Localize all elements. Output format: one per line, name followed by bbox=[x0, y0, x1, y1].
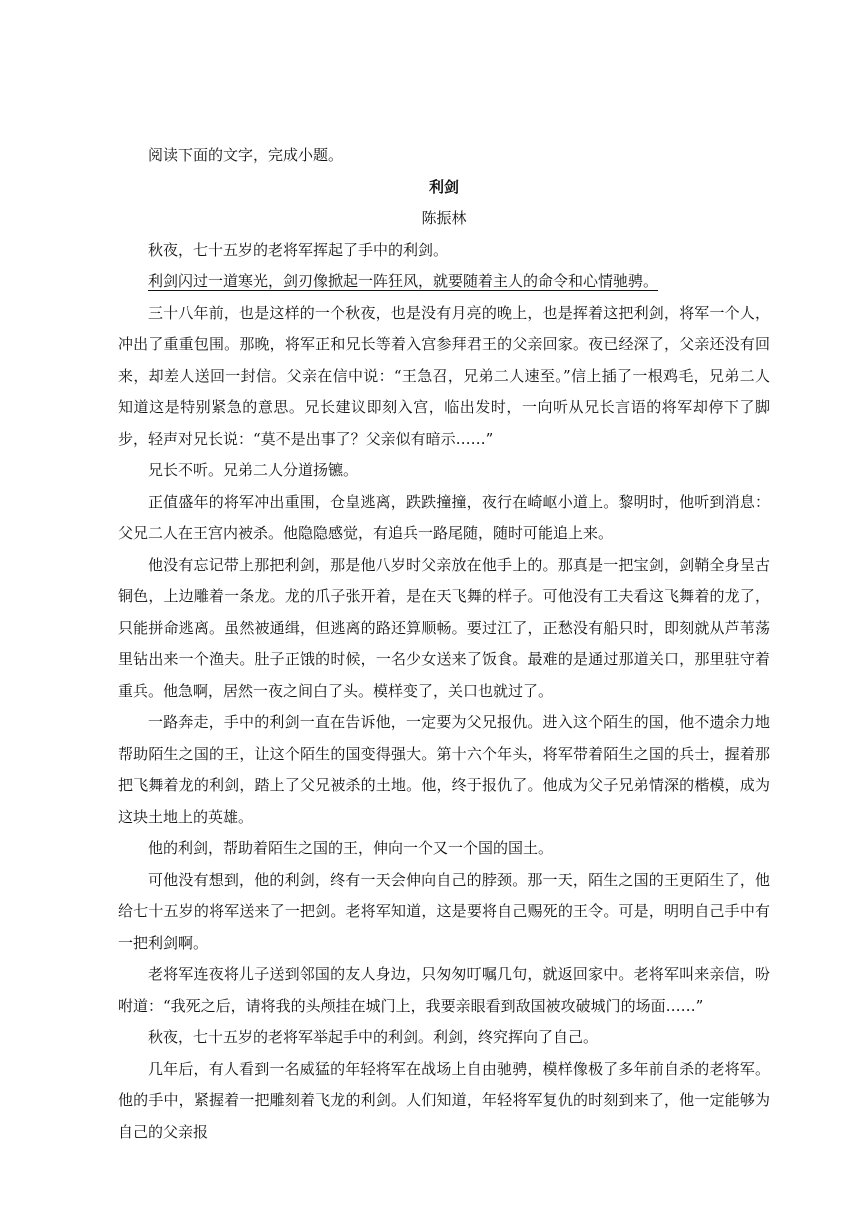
paragraph: 三十八年前，也是这样的一个秋夜，也是没有月亮的晚上，也是挥着这把利剑，将军一个人，冲出了重重包围。那晚，将军正和兄长等着入宫参拜君王的父亲回家。夜已经深了，父亲还没有回来，却差人送回一封信。父亲在信中说：“王急召，兄弟二人速至。”信上插了一根鸡毛，兄弟二人知道这是特别紧急的意思。兄长建议即刻入宫，临出发时，一向听从兄长言语的将军却停下了脚步，轻声对兄长说：“莫不是出事了？父亲似有暗示……” bbox=[118, 303, 770, 448]
underlined-paragraph bbox=[118, 266, 770, 298]
paragraph: 秋夜，七十五岁的老将军举起手中的利剑。利剑，终究挥向了自己。 bbox=[148, 1028, 599, 1046]
paragraph: 几年后，有人看到一名威猛的年轻将军在战场上自由驰骋，模样像极了多年前自杀的老将军。他的手中，紧握着一把雕刻着飞龙的利剑。人们知道，年轻将军复仇的时刻到来了，他一定能够为自己的父亲报 bbox=[118, 1059, 770, 1141]
document-page bbox=[118, 140, 770, 1148]
paragraph: 秋夜，七十五岁的老将军挥起了手中的利剑。 bbox=[148, 240, 449, 259]
paragraph: 正值盛年的将军冲出重围，仓皇逃离，跌跌撞撞，夜行在崎岖小道上。黎明时，他听到消息：父兄二人在王宫内被杀。他隐隐感觉，有追兵一路尾随，随时可能追上来。 bbox=[118, 492, 770, 542]
paragraph: 老将军连夜将儿子送到邻国的友人身边，只匆匆叮嘱几句，就返回家中。老将军叫来亲信，吩咐道：“我死之后，请将我的头颅挂在城门上，我要亲眼看到敌国被攻破城门的场面……” bbox=[118, 965, 770, 1015]
article-author: 陈振林 bbox=[421, 209, 467, 227]
paragraph: 一路奔走，手中的利剑一直在告诉他，一定要为父兄报仇。进入这个陌生的国，他不遗余力地帮助陌生之国的王，让这个陌生的国变得强大。第十六个年头，将军带着陌生之国的兵士，握着那把飞舞着龙的利剑，踏上了父兄被杀的土地。他，终于报仇了。他成为父子兄弟情深的楷模，成为这块土地上的英雄。 bbox=[118, 713, 770, 826]
paragraph: 可他没有想到，他的利剑，终有一天会伸向自己的脖颈。那一天，陌生之国的王更陌生了，他给七十五岁的将军送来了一把剑。老将军知道，这是要将自己赐死的王令。可是，明明自己手中有一把利剑啊。 bbox=[118, 870, 770, 952]
paragraph: 他的利剑，帮助着陌生之国的王，伸向一个又一个国的国土。 bbox=[148, 839, 554, 857]
underlined-sentence: 利剑闪过一道寒光，剑刃像掀起一阵狂风，就要随着主人的命令和心情驰骋。 bbox=[148, 272, 659, 290]
paragraph: 他没有忘记带上那把利剑，那是他八岁时父亲放在他手上的。那真是一把宝剑，剑鞘全身呈古铜色，上边雕着一条龙。龙的爪子张开着，是在天飞舞的样子。可他没有工夫看这飞舞着的龙了，只能拼命逃离。虽然被通缉，但逃离的路还算顺畅。要过江了，正愁没有船只时，即刻就从芦苇荡里钻出来一个渔夫。肚子正饿的时候，一名少女送来了饭食。最难的是通过那道关口，那里驻守着重兵。他急啊，居然一夜之间白了头。模样变了，关口也就过了。 bbox=[118, 555, 770, 700]
paragraph: 兄长不听。兄弟二人分道扬镳。 bbox=[148, 461, 359, 479]
reading-instruction: 阅读下面的文字，完成小题。 bbox=[148, 146, 344, 164]
article-title: 利剑 bbox=[428, 177, 459, 196]
